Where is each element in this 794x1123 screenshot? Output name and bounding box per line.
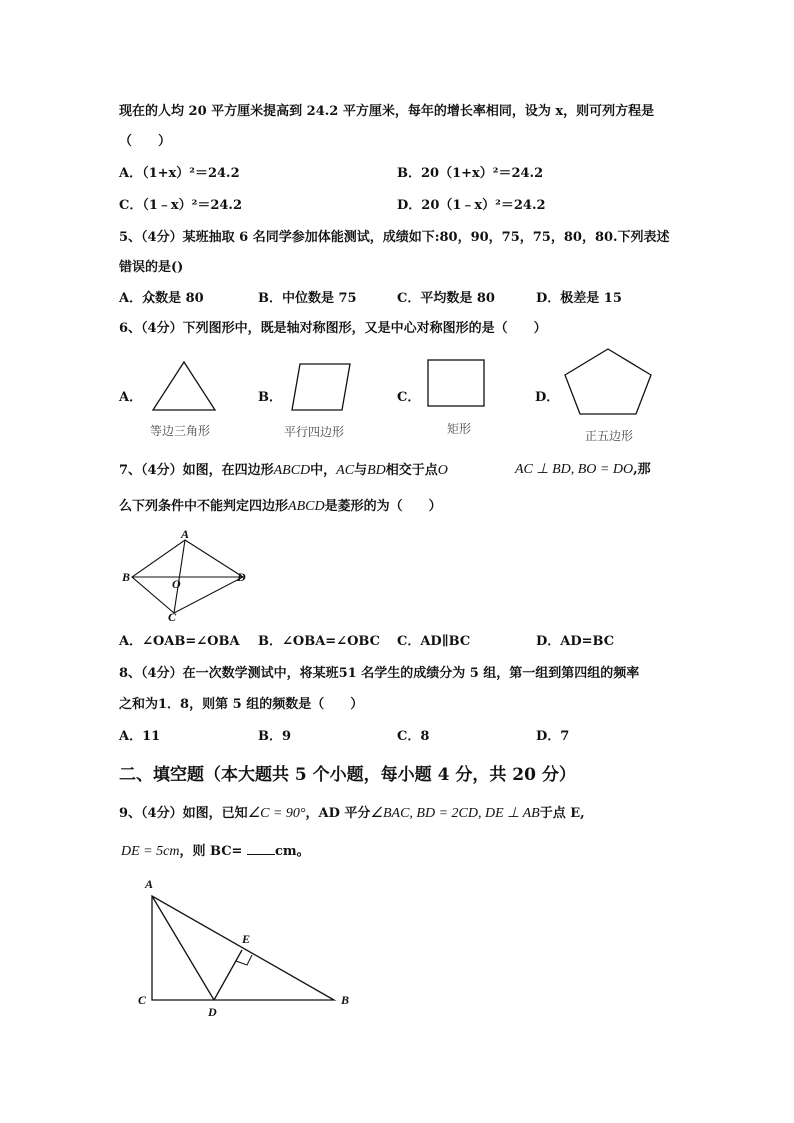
parallelogram-icon (290, 362, 352, 412)
q7-label-o: O (172, 577, 181, 591)
q6-option-d-letter: D． (535, 390, 560, 405)
q9-text-e: cm。 (274, 844, 310, 859)
q5-stem-line1: 5、（4分）某班抽取 6 名同学参加体能测试，成绩如下:80，90，75，75，80，80.下列表述 (119, 230, 670, 245)
q4-stem-line1: 现在的人均 20 平方厘米提高到 24.2 平方厘米，每年的增长率相同，设为 x，则可列方程是 (119, 104, 655, 119)
q7-stem-line1 (119, 462, 448, 480)
q4-option-c: C．（1﹣x）²＝24.2 (119, 198, 242, 213)
q8-option-a: A．11 (119, 729, 161, 744)
q8-option-d: D．7 (536, 729, 570, 744)
q9-text-d: ，则 BC= (179, 844, 243, 859)
q4-stem-line2: （ ） (119, 134, 172, 149)
q7-option-b: B．∠OBA=∠OBC (258, 634, 380, 649)
q5-option-d: D．极差是 15 (536, 291, 622, 306)
q7-text-c: 与 (354, 463, 368, 478)
q7-text-d: 相交于点 (385, 463, 438, 478)
q7-text-e: ,那 (633, 462, 651, 477)
q9-de: DE = 5cm (121, 844, 180, 859)
q6-option-a-caption: 等边三角形 (150, 424, 211, 438)
q7-line2-a: 么下列条件中不能判定四边形 (119, 499, 289, 514)
q5-option-a: A．众数是 80 (119, 291, 204, 306)
q9-answer-blank[interactable] (247, 842, 275, 855)
q7-option-c: C．AD∥BC (397, 634, 471, 649)
q9-text-a: 9、（4分）如图，已知 (119, 806, 248, 821)
q9-angle: ∠C = 90° (247, 806, 306, 821)
q7-label-a: A (181, 527, 190, 541)
q9-label-b: B (341, 993, 350, 1007)
q8-option-c: C．8 (397, 729, 430, 744)
q7-text-a: 7、（4分）如图，在四边形 (119, 463, 274, 478)
triangle-icon (150, 360, 218, 412)
q6-option-b-caption: 平行四边形 (284, 425, 345, 439)
q7-bd: BD (367, 463, 386, 478)
q6-option-a-letter: A． (119, 390, 143, 405)
q7-label-c: C (168, 610, 177, 624)
pentagon-icon (562, 347, 654, 417)
q9-text-c: 于点 E, (539, 806, 585, 821)
q7-cond-text: AC ⊥ BD, BO = DO (515, 462, 634, 477)
q7-condition (515, 461, 651, 479)
q5-stem-line2: 错误的是() (119, 260, 184, 275)
q8-stem-line2: 之和为1．8，则第 5 组的频数是（ ） (119, 697, 364, 712)
q6-option-b-letter: B． (258, 390, 282, 405)
q9-label-d: D (208, 1005, 217, 1019)
q7-quad-name-2: ABCD (288, 499, 325, 514)
q7-stem-line2 (119, 498, 442, 516)
section-title: 二、填空题（本大题共 5 个小题，每小题 4 分，共 20 分） (119, 765, 576, 785)
q9-label-e: E (242, 932, 251, 946)
q6-option-c-caption: 矩形 (447, 422, 472, 436)
q7-quad-name: ABCD (273, 463, 311, 478)
q7-label-d: D (237, 570, 246, 584)
q9-cond: ∠BAC, BD = 2CD, DE ⊥ AB (370, 806, 540, 821)
q8-stem-line1: 8、（4分）在一次数学测试中，将某班51 名学生的成绩分为 5 组，第一组到第四组的频率 (119, 666, 640, 681)
q7-line2-b: 是菱形的为（ ） (324, 499, 442, 514)
q9-text-b: ，AD 平分 (305, 806, 371, 821)
q6-stem: 6、（4分）下列图形中，既是轴对称图形，又是中心对称图形的是（ ） (119, 321, 547, 336)
q5-option-c: C．平均数是 80 (397, 291, 495, 306)
q8-option-b: B．9 (258, 729, 292, 744)
q9-label-a: A (145, 877, 154, 891)
rectangle-icon (426, 358, 486, 408)
q6-option-d-caption: 正五边形 (585, 429, 634, 443)
q9-label-c: C (138, 993, 147, 1007)
q5-option-b: B．中位数是 75 (258, 291, 357, 306)
q7-label-b: B (122, 570, 131, 584)
q4-option-a: A．（1+x）²＝24.2 (119, 166, 240, 181)
q7-text-b: 中， (310, 463, 337, 478)
q7-o: O (437, 463, 448, 478)
q9-stem-line2 (121, 842, 310, 861)
q6-option-c-letter: C． (397, 390, 421, 405)
q7-ac: AC (336, 463, 355, 478)
q4-option-b: B．20（1+x）²＝24.2 (397, 166, 544, 181)
q7-option-d: D．AD=BC (536, 634, 615, 649)
q9-stem-line1 (119, 805, 585, 823)
q4-option-d: D．20（1﹣x）²＝24.2 (397, 198, 546, 213)
q7-option-a: A．∠OAB=∠OBA (119, 634, 240, 649)
